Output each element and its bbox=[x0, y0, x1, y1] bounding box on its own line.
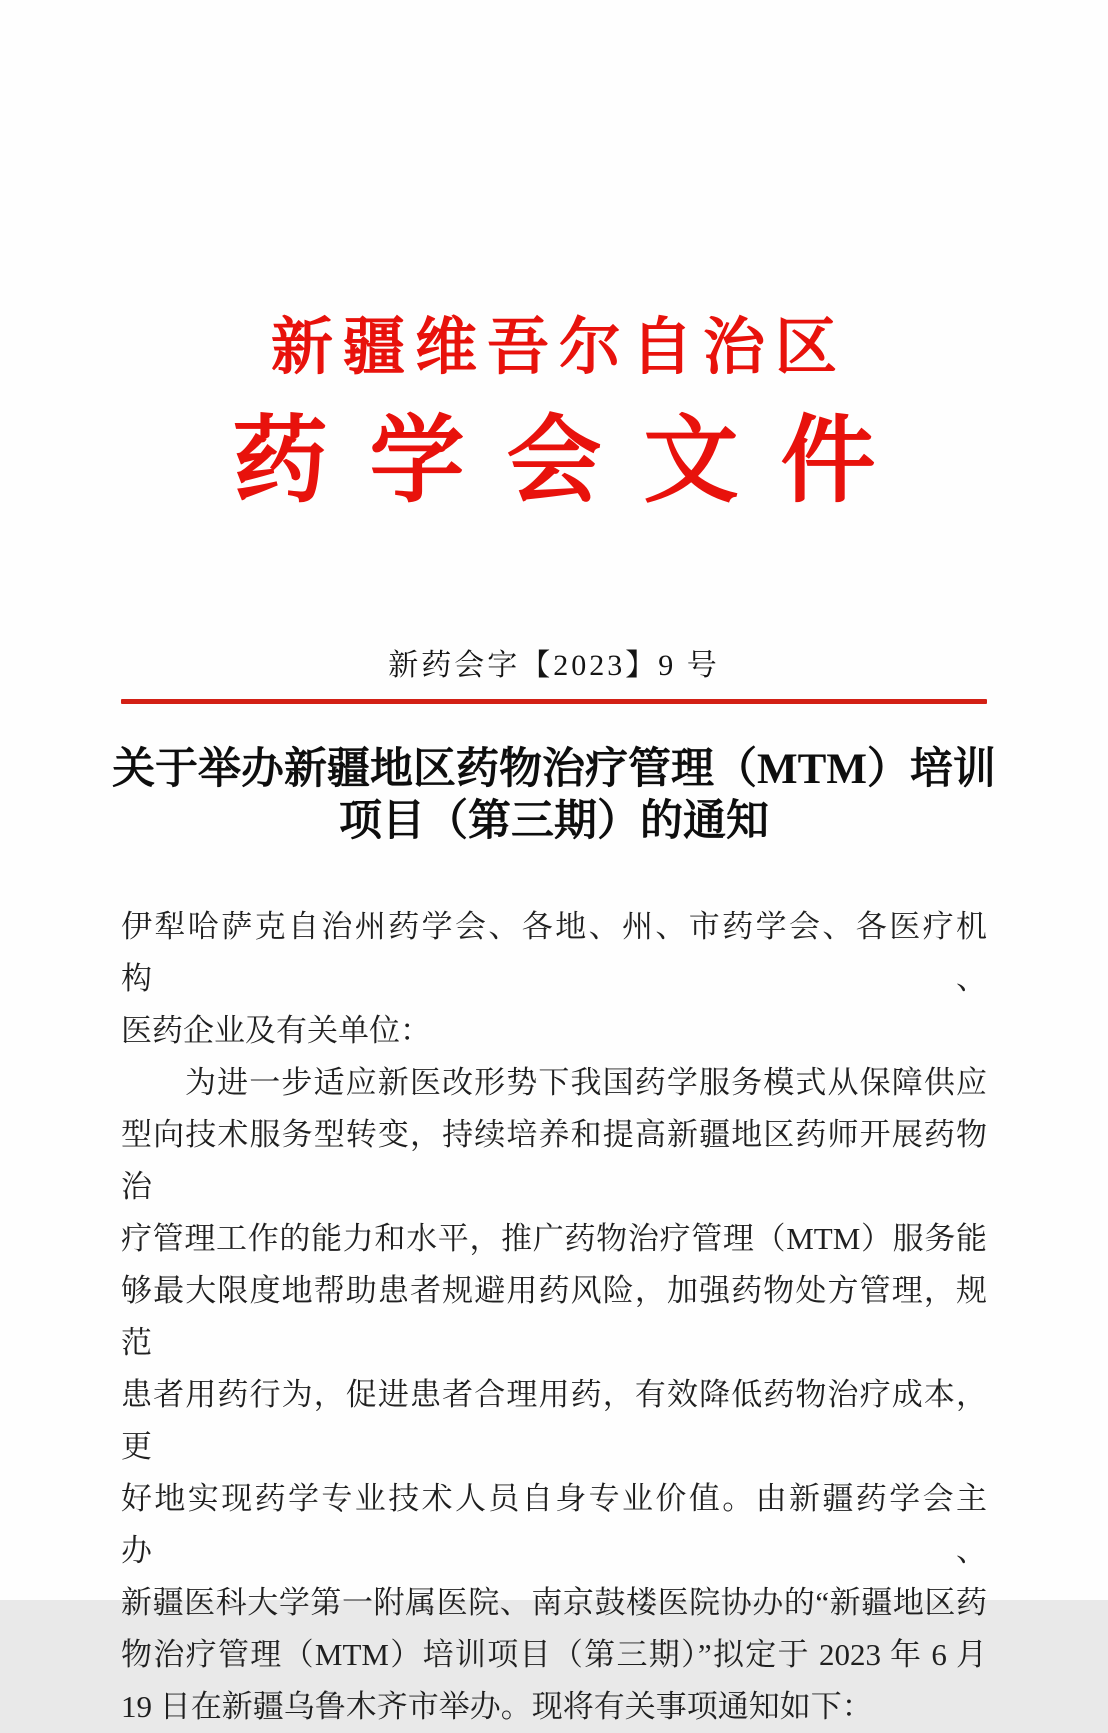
salutation-line: 医药企业及有关单位： bbox=[121, 1013, 431, 1048]
body-line: 19 日在新疆乌鲁木齐市举办。现将有关事项通知如下： bbox=[121, 1689, 873, 1724]
body-line: 型向技术服务型转变，持续培养和提高新疆地区药师开展药物治 bbox=[121, 1117, 987, 1204]
body-line: 患者用药行为，促进患者合理用药，有效降低药物治疗成本，更 bbox=[121, 1377, 987, 1464]
body-line: 够最大限度地帮助患者规避用药风险，加强药物处方管理，规范 bbox=[121, 1273, 987, 1360]
body-line: 物治疗管理（MTM）培训项目（第三期）”拟定于 2023 年 6 月 bbox=[121, 1637, 987, 1672]
body-line: 新疆医科大学第一附属医院、南京鼓楼医院协办的“新疆地区药 bbox=[121, 1585, 987, 1620]
notice-title-line-1: 关于举办新疆地区药物治疗管理（MTM）培训 bbox=[112, 746, 996, 793]
org-name: 新疆维吾尔自治区 bbox=[270, 314, 847, 382]
letterhead bbox=[0, 0, 1108, 514]
body-line: 好地实现药学专业技术人员自身专业价值。由新疆药学会主办、 bbox=[121, 1481, 987, 1568]
salutation-line: 伊犁哈萨克自治州药学会、各地、州、市药学会、各医疗机构、 bbox=[121, 909, 987, 996]
red-divider-line bbox=[121, 699, 987, 704]
notice-body bbox=[121, 901, 987, 1733]
document-number: 新药会字【2023】9 号 bbox=[388, 649, 720, 682]
body-line: 疗管理工作的能力和水平，推广药物治疗管理（MTM）服务能 bbox=[121, 1221, 987, 1256]
body-line: 为进一步适应新医改形势下我国药学服务模式从保障供应 bbox=[185, 1065, 987, 1100]
doc-type-label: 药学会文件 bbox=[232, 408, 918, 514]
notice-title-line-2: 项目（第三期）的通知 bbox=[339, 798, 769, 845]
notice-title bbox=[74, 744, 1034, 848]
